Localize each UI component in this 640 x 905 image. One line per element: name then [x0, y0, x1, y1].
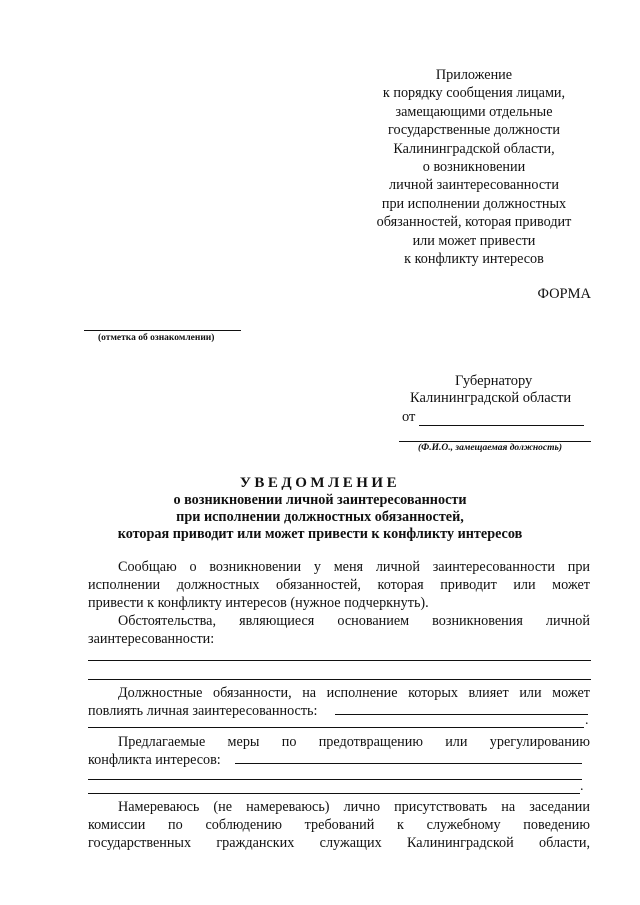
paragraph-1-line: исполнении должностных обязанностей, которая приводит или может: [88, 577, 590, 593]
paragraph-3-line: повлиять личная заинтересованность:: [88, 703, 318, 719]
duties-field[interactable]: [88, 727, 584, 728]
acknowledgement-line[interactable]: [84, 330, 241, 331]
addressee-region: Калининградской области: [410, 390, 572, 406]
paragraph-1-line: привести к конфликту интересов (нужное подчеркнуть).: [88, 595, 429, 611]
appendix-line: к порядку сообщения лицами,: [382, 85, 566, 102]
paragraph-5-line: комиссии по соблюдению требований к служебному поведению: [88, 817, 590, 833]
from-label: от: [402, 409, 416, 425]
appendix-line: личной заинтересованности: [389, 177, 559, 194]
measures-field[interactable]: [235, 763, 582, 764]
measures-field[interactable]: [88, 779, 582, 780]
appendix-line: при исполнении должностных: [381, 195, 567, 212]
paragraph-2-line: Обстоятельства, являющиеся основанием возникновения личной: [118, 613, 590, 629]
appendix-line: к конфликту интересов: [404, 251, 544, 268]
paragraph-5-line: Намереваюсь (не намереваюсь) лично присутствовать на заседании: [118, 799, 590, 815]
duties-field[interactable]: [335, 714, 588, 715]
from-name-field[interactable]: [419, 425, 584, 426]
paragraph-2-line: заинтересованности:: [88, 631, 215, 647]
circumstances-field[interactable]: [88, 660, 591, 661]
acknowledgement-caption: (отметка об ознакомлении): [98, 333, 215, 343]
addressee-title: Губернатору: [455, 373, 533, 389]
paragraph-5-line: государственных гражданских служащих Калининградской области,: [88, 835, 590, 851]
paragraph-4-line: конфликта интересов:: [88, 752, 221, 768]
measures-field[interactable]: [88, 793, 580, 794]
paragraph-4-line: Предлагаемые меры по предотвращению или урегулированию: [118, 734, 590, 750]
document-title: УВЕДОМЛЕНИЕ: [239, 475, 401, 491]
name-position-caption: (Ф.И.О., замещаемая должность): [418, 443, 562, 453]
period-mark: .: [580, 779, 584, 794]
subtitle-line: о возникновении личной заинтересованности: [173, 492, 467, 508]
circumstances-field[interactable]: [88, 679, 591, 680]
appendix-line: государственные должности: [388, 122, 560, 139]
appendix-line: замещающими отдельные: [395, 103, 553, 120]
appendix-block: [340, 66, 608, 268]
paragraph-1-line: Сообщаю о возникновении у меня личной заинтересованности при: [118, 559, 590, 575]
position-field[interactable]: [399, 441, 591, 442]
appendix-line: или может привести: [412, 232, 536, 249]
appendix-line: обязанностей, которая приводит: [376, 214, 572, 231]
appendix-line: Калининградской области,: [393, 140, 555, 157]
paragraph-3-line: Должностные обязанности, на исполнение которых влияет или может: [118, 685, 590, 701]
period-mark: .: [585, 713, 589, 728]
appendix-line: о возникновении: [422, 159, 526, 176]
appendix-line: Приложение: [435, 67, 513, 83]
form-label: ФОРМА: [537, 286, 591, 302]
subtitle-line: при исполнении должностных обязанностей,: [176, 509, 464, 525]
subtitle-line: которая приводит или может привести к конфликту интересов: [117, 526, 523, 542]
